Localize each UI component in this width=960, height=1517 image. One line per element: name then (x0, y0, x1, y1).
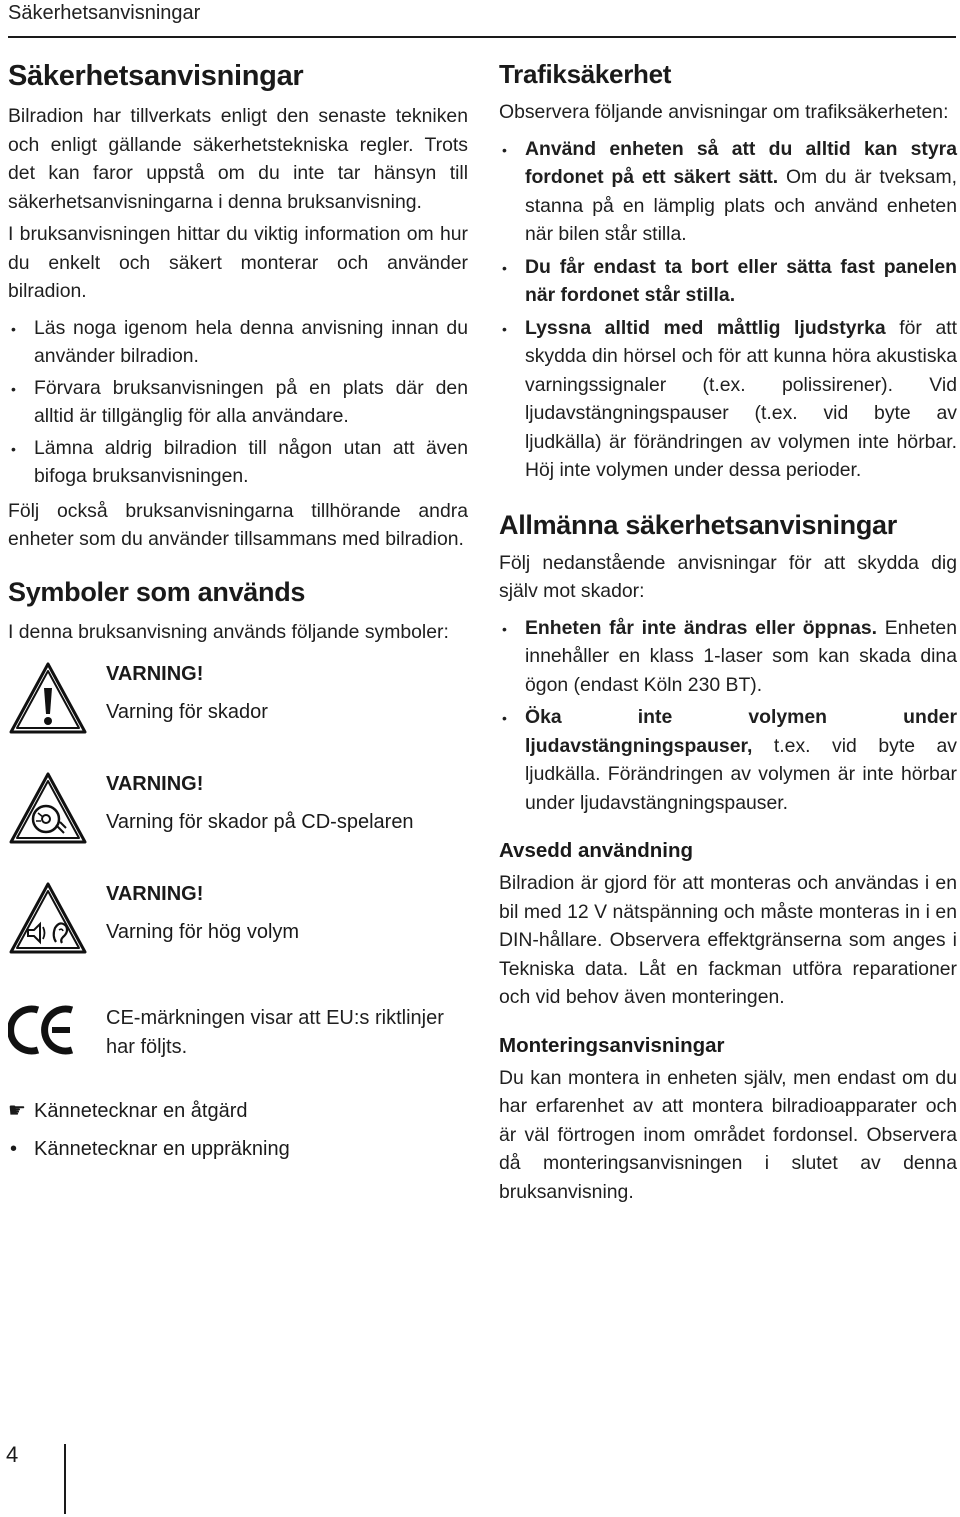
list-item: • Använd enheten så att du alltid kan styra fordonet på ett säkert sätt. Om du är tveksam, stanna på en lämplig plats och använd enheten när bilen står stilla. (499, 135, 957, 249)
general-safety-heading: Allmänna säkerhetsanvisningar (499, 509, 897, 540)
mounting-heading: Monteringsanvisningar (499, 1033, 725, 1057)
list-item: • Lyssna alltid med måttlig ljudstyrka för att skydda din hörsel och för att kunna höra akustiska varningssignaler (t.ex. polissirener). Vid ljudavstängningspauser (t.ex. vid byte av ljudkälla) är förändringen av volymen inte hörbar. Höj inte volymen under dessa perioder. (499, 314, 957, 485)
bullet-icon: • (11, 380, 16, 397)
usage-paragraph: Bilradion är gjord för att monteras och användas i en bil med 12 V nätspänning och måste monteras in i en DIN-hållare. Observera effektgränserna som anges i Tekniska data. Låt en fackman utföra reparationer och vid behov även monteringen. (499, 872, 957, 1008)
ce-mark-icon (8, 1004, 88, 1084)
symbol-title: VARNING! (106, 883, 204, 905)
traffic-heading: Trafiksäkerhet (499, 59, 672, 89)
footer-divider (64, 1444, 66, 1514)
warning-cd-icon (8, 770, 88, 850)
list-item: • Förvara bruksanvisningen på en plats där den alltid är tillgänglig för alla användare. (8, 374, 468, 431)
general-bullet-list (499, 614, 957, 818)
bullet-icon: • (11, 440, 16, 457)
right-column (499, 56, 957, 1206)
bullet-icon: • (11, 320, 16, 337)
symbol-description: Varning för hög volym (106, 921, 300, 943)
mounting-paragraph: Du kan montera in enheten själv, men endast om du har erfarenhet av att montera bilradioapparater och är väl förtrogen inom området fordonsel. Observera då monteringsanvisningen i slutet av denna bruksanvisning. (499, 1066, 957, 1203)
symbols-heading: Symboler som används (8, 576, 306, 607)
left-column (8, 56, 468, 1173)
legend-label: Kännetecknar en åtgärd (34, 1100, 248, 1122)
ce-description: CE-märkningen visar att EU:s riktlinjer har följts. (106, 1007, 444, 1058)
list-item: • Läs noga igenom hela denna anvisning innan du använder bilradion. (8, 314, 468, 371)
bullet-icon: • (502, 259, 507, 276)
symbol-row-warning (8, 660, 468, 770)
list-item: • Lämna aldrig bilradion till någon utan att även bifoga bruksanvisningen. (8, 434, 468, 491)
warning-exclamation-icon (8, 660, 88, 740)
intro-paragraph-1: Bilradion har tillverkats enligt den senaste tekniken och enligt gällande säkerhetstekniska regler. Trots det kan faror uppstå om du inte tar hänsyn till säkerhetsanvisningarna i denna bruksanvisning. (8, 105, 468, 213)
intro-bullet-list (8, 314, 468, 491)
page-number: 4 (6, 1442, 19, 1467)
traffic-bullet-list (499, 135, 957, 485)
bullet-icon: • (502, 141, 507, 158)
symbol-description: Varning för skador på CD-spelaren (106, 811, 414, 833)
list-item: • Öka inte volymen under ljudavstängningspauser, t.ex. vid byte av ljudkälla. Förändringen av volymen är inte hörbar under ljudavstängningspauser. (499, 703, 957, 817)
pointing-hand-icon: ☛ (8, 1100, 26, 1122)
outro-paragraph: Följ också bruksanvisningarna tillhörande andra enheter som du använder tillsammans med bilradion. (8, 499, 468, 550)
list-item: • Du får endast ta bort eller sätta fast panelen när fordonet står stilla. (499, 253, 957, 310)
bullet-icon: • (10, 1138, 18, 1160)
warning-volume-icon (8, 880, 88, 960)
symbol-row-ce (8, 992, 468, 1097)
bullet-icon: • (502, 710, 507, 726)
legend-label: Kännetecknar en uppräkning (34, 1138, 290, 1160)
symbol-row-volume (8, 880, 468, 990)
general-safety-intro: Följ nedanstående anvisningar för att skydda dig själv mot skador: (499, 551, 957, 602)
legend-row-action (8, 1097, 468, 1135)
symbols-intro: I denna bruksanvisning används följande symboler: (8, 620, 449, 643)
symbol-title: VARNING! (106, 663, 204, 685)
bullet-icon: • (502, 620, 507, 637)
page-title: Säkerhetsanvisningar (8, 60, 304, 92)
list-item: • Enheten får inte ändras eller öppnas. Enheten innehåller en klass 1-laser som kan skada dina ögon (endast Köln 230 BT). (499, 614, 957, 700)
intro-paragraph-2: I bruksanvisningen hittar du viktig information om hur du enkelt och säkert monterar och använder bilradion. (8, 223, 468, 302)
running-header: Säkerhetsanvisningar (8, 2, 201, 24)
symbol-description: Varning för skador (106, 701, 268, 723)
legend-row-list (8, 1135, 468, 1173)
symbol-row-cd (8, 770, 468, 880)
symbol-title: VARNING! (106, 773, 204, 795)
usage-heading: Avsedd användning (499, 839, 694, 862)
bullet-icon: • (502, 320, 507, 337)
traffic-intro: Observera följande anvisningar om trafiksäkerheten: (499, 101, 949, 123)
header-divider (8, 36, 956, 38)
